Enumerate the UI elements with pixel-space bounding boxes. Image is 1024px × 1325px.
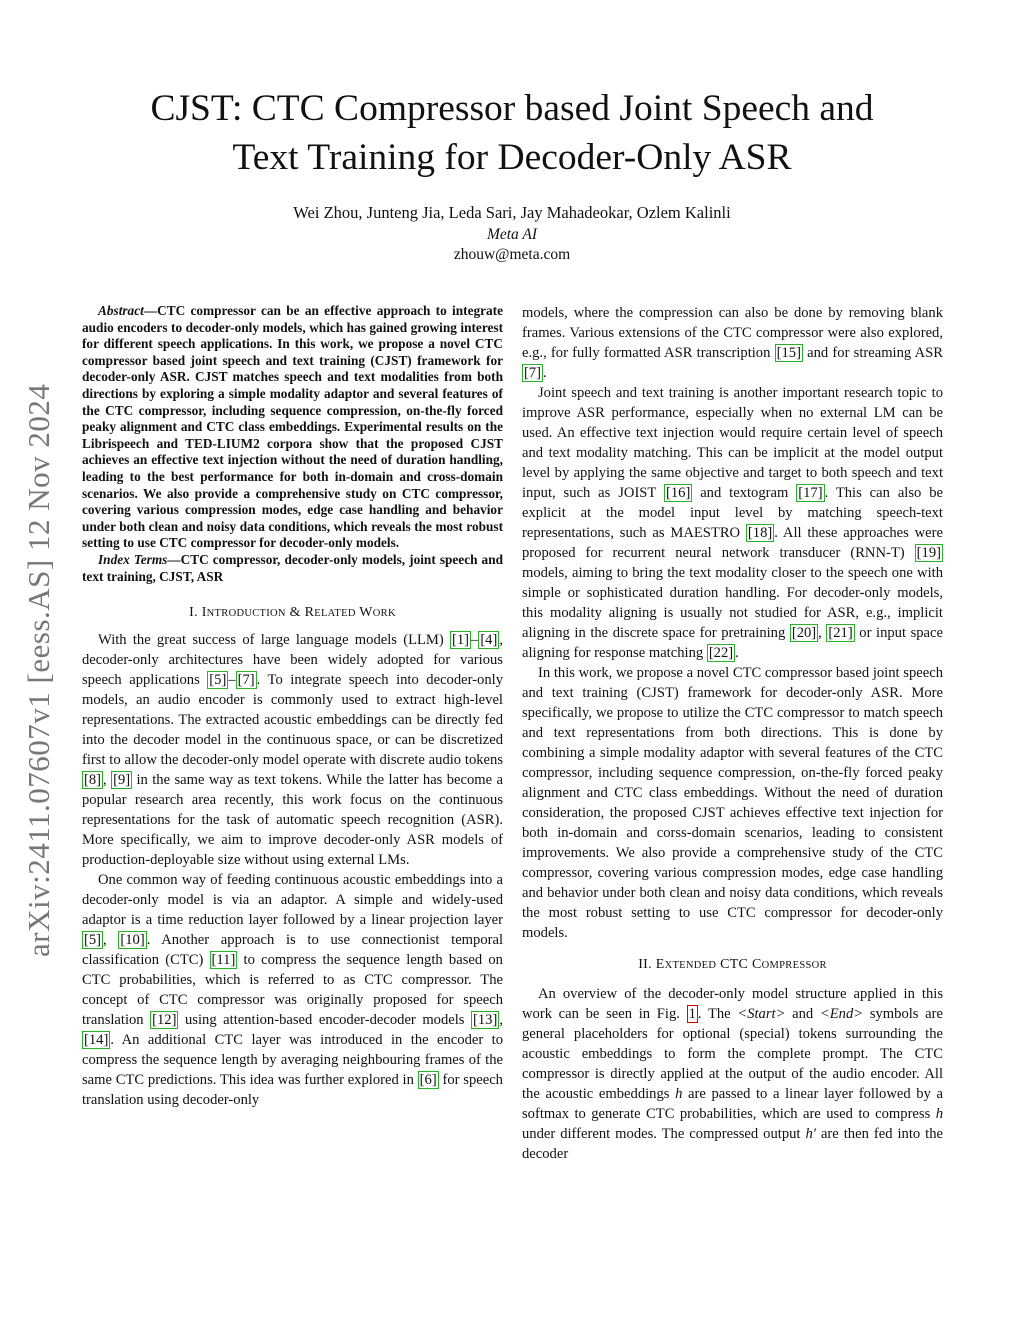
- abstract-text: CTC compressor can be an effective approach to integrate audio encoders to decoder-only models, which has gained growing interest for different speech applications. In this work, we propose a novel CTC compressor based joint speech and text training (CJST) framework for decoder-only ASR. CJST matches speech and text modalities from both directions by exploring a simple modality adaptor and several features of the CTC compressor, including sequence compression, on-the-fly forced peaky alignment and CTC class embeddings. Experimental results on the Librispeech and TED-LIUM2 corpora show that the proposed CJST achieves an effective text injection without the need of duration handling, leading to the best performance for both in-domain and cross-domain scenarios. We also provide a comprehensive study on CTC compressor, covering various compression modes, edge case handling and behavior under both clean and noisy data conditions, which reveals the most robust setting to use CTC compressor for decoder-only models.: [82, 303, 503, 551]
- index-terms: [82, 552, 503, 585]
- citation-link[interactable]: [16]: [665, 485, 691, 501]
- paragraph-intro-1: With the great success of large language models (LLM) [1] – [4] , decoder-only architectures have been widely adopted for various speech applications [5] – [7] . To integrate speech into decoder-only models, an audio encoder is commonly used to extract high-level representations. The extracted acoustic embeddings can be directly fed into the decoder model in the continuous space, or can be discretized first to allow the decoder-only model operate with discrete audio tokens [8] , [9] in the same way as text tokens. While the latter has become a popular research area recently, this work focus on the continuous representations for the task of automatic speech recognition (ASR). More specifically, we aim to improve decoder-only ASR models of production-deployable size without using external LMs.: [82, 632, 503, 869]
- affiliation: Meta AI: [486, 226, 538, 243]
- right-column: [522, 303, 943, 1164]
- index-terms-label: Index Terms: [98, 551, 168, 567]
- citation-link[interactable]: [18]: [747, 525, 773, 541]
- paragraph-section2-1: An overview of the decoder-only model structure applied in this work can be seen in Fig. 1 . The <Start> and <End> symbols are general placeholders for optional (special) tokens surrounding the acoustic embeddings to form the complete prompt. The CTC compressor is directly applied at the output of the audio encoder. All the acoustic embeddings h are passed to a linear layer followed by a softmax to generate CTC probabilities, which are used to compress h under different modes. The compressed output h′ are then fed into the decoder: [522, 986, 943, 1162]
- citation-link[interactable]: [20]: [791, 625, 817, 641]
- citation-link[interactable]: [13]: [473, 1012, 498, 1029]
- paragraph-intro-4: Joint speech and text training is another important research topic to improve ASR performance, especially when no external LM can be used. An effective text injection would require certain level of speech and text modality matching. This can be implicit at the model output level by applying the same objective and target to both speech and text input, such as JOIST [16] and textogram [17] . This can also be explicit at the model input level by matching speech-text representations, such as MAESTRO [18] . All these approaches were proposed for recurrent neural network transducer (RNN-T) [19] models, aiming to bring the text modality closer to the speech one with simple or sophisticated duration handling. For decoder-only models, this modality aligning is usually not studied for ASR, e.g., implicit aligning in the discrete space for pretraining [20] , [21] or input space aligning for response matching [22] .: [522, 385, 943, 661]
- citation-link[interactable]: [8]: [84, 772, 102, 789]
- citation-link[interactable]: [4]: [480, 632, 498, 649]
- citation-link[interactable]: [11]: [211, 952, 236, 969]
- citation-link[interactable]: [5]: [84, 932, 102, 949]
- title-line-2: Text Training for Decoder-Only ASR: [232, 137, 792, 178]
- citation-link[interactable]: [15]: [776, 345, 801, 361]
- paragraph-intro-5: In this work, we propose a novel CTC compressor based joint speech and text training (CJST) framework for decoder-only ASR. More specifically, we propose to utilize the CTC compressor to match speech and text representations from both directions. This is done by combining a simple modality adaptor with several features of the CTC compressor, including sequence compression, on-the-fly forced peaky alignment and CTC class embeddings. Without the need of duration consideration, the proposed CJST achieves effective text injection for both in-domain and corss-domain scenarios, leading to consistent improvements. We also provide a comprehensive study of the CTC compressor, covering various compression modes, edge case handling and behavior under both clean and noisy data conditions, which reveals the most robust setting to use CTC compressor for decoder-only models.: [522, 665, 943, 941]
- citation-link[interactable]: [12]: [152, 1012, 177, 1029]
- author-email: zhouw@meta.com: [453, 246, 571, 263]
- arxiv-identifier: arXiv:2411.07607v1 [eess.AS] 12 Nov 2024: [21, 383, 56, 957]
- index-terms-text: CTC compressor, decoder-only models, joint speech and text training, CJST, ASR: [82, 551, 503, 584]
- citation-link[interactable]: [9]: [113, 772, 131, 789]
- abstract: [82, 303, 503, 552]
- paragraph-intro-3: models, where the compression can also be done by removing blank frames. Various extensions of the CTC compressor were also explored, e.g., for fully formatted ASR transcription [15] and for streaming ASR [7] .: [522, 305, 943, 381]
- figure-link[interactable]: 1: [688, 1006, 696, 1022]
- index-terms-dash: —: [167, 551, 181, 567]
- citation-link[interactable]: [7]: [524, 365, 542, 381]
- abstract-dash: —: [143, 303, 158, 318]
- citation-link[interactable]: [19]: [916, 545, 941, 561]
- citation-link[interactable]: [1]: [451, 632, 470, 649]
- citation-link[interactable]: [22]: [708, 645, 734, 661]
- citation-link[interactable]: [5]: [209, 672, 227, 689]
- citation-link[interactable]: [14]: [84, 1032, 109, 1049]
- citation-link[interactable]: [10]: [120, 932, 145, 949]
- section-heading-extended-ctc: II. EXTENDED CTC COMPRESSOR: [638, 957, 827, 972]
- paper-title: [60, 84, 964, 182]
- citation-link[interactable]: [17]: [798, 485, 823, 501]
- paragraph-intro-2: One common way of feeding continuous acoustic embeddings into a decoder-only model is via an adaptor. A simple and widely-used adaptor is a time reduction layer followed by a linear projection layer [5] , [10] . Another approach is to use connectionist temporal classification (CTC) [11] to compress the sequence length based on CTC probabilities, which is referred to as CTC compressor. The concept of CTC compressor was originally proposed for speech translation [12] using attention-based encoder-decoder models [13] , [14] . An additional CTC layer was introduced in the encoder to compress the sequence length by averaging neighbouring frames of the same CTC predictions. This idea was further explored in [6] for speech translation using decoder-only: [82, 872, 504, 1109]
- citation-link[interactable]: [6]: [419, 1072, 437, 1089]
- left-column: [82, 303, 503, 1110]
- abstract-label: Abstract: [98, 303, 144, 318]
- section-heading-introduction: I. INTRODUCTION & RELATED WORK: [189, 605, 396, 621]
- title-line-1: CJST: CTC Compressor based Joint Speech and: [150, 88, 874, 129]
- author-list: Wei Zhou, Junteng Jia, Leda Sari, Jay Mahadeokar, Ozlem Kalinli: [293, 203, 731, 222]
- citation-link[interactable]: [7]: [237, 672, 255, 689]
- citation-link[interactable]: [21]: [828, 625, 853, 641]
